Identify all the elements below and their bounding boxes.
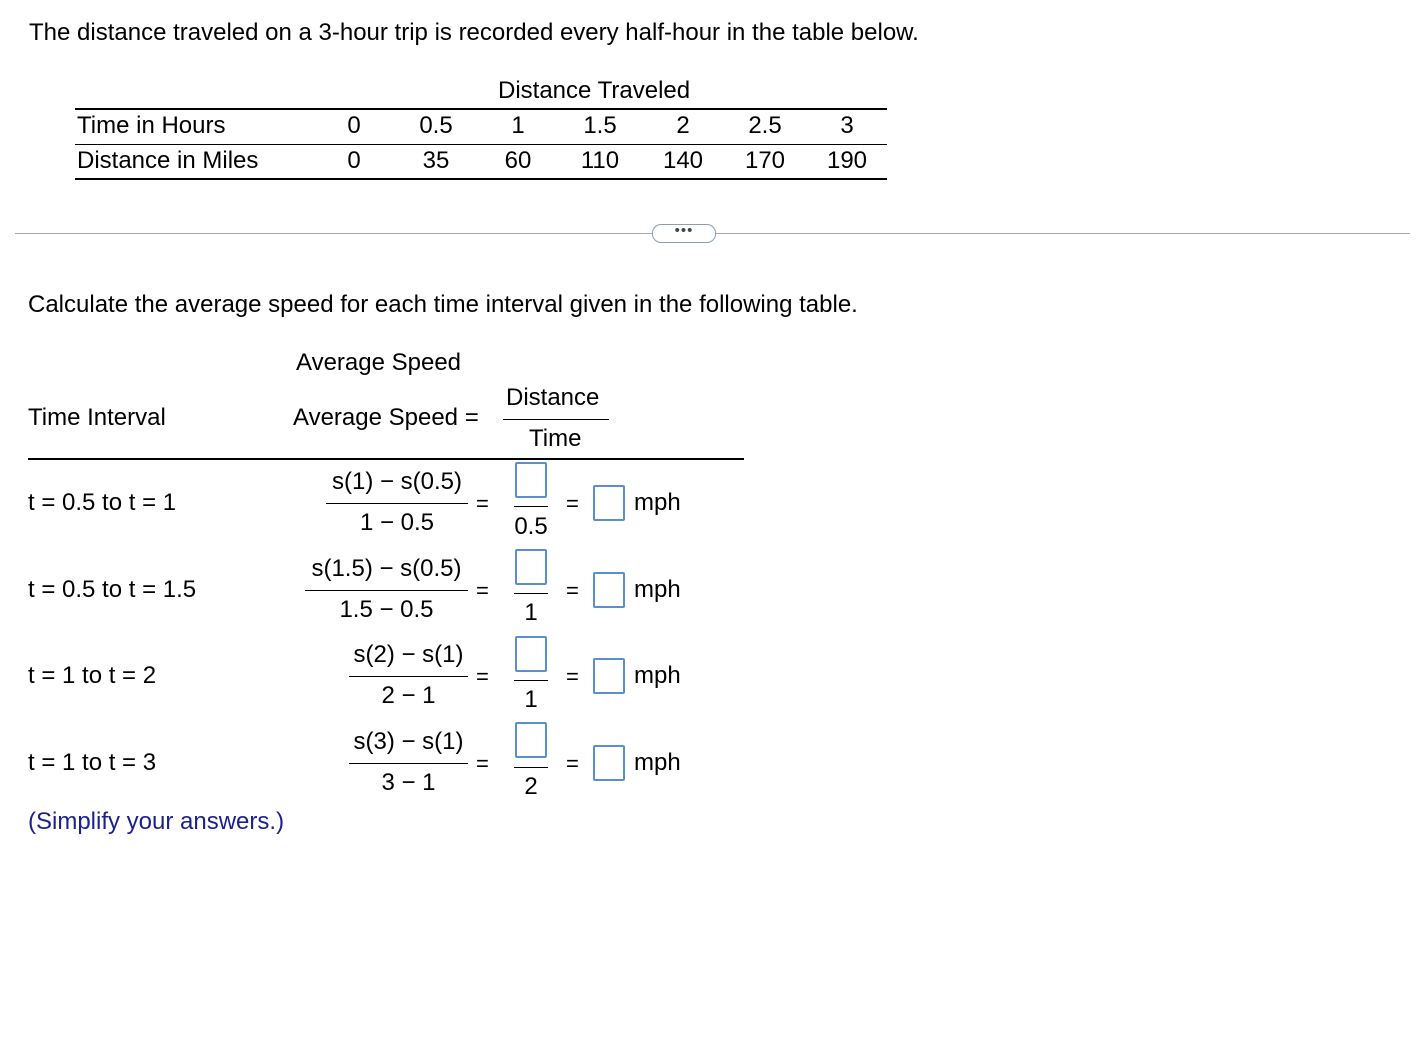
formula-label: Average Speed = <box>293 404 479 431</box>
interval-column-header: Time Interval <box>28 404 166 431</box>
speed-answer-input[interactable] <box>593 485 625 521</box>
fraction-bar <box>349 676 468 677</box>
equals-sign: = <box>476 491 489 516</box>
distance-table-caption: Distance Traveled <box>498 77 691 104</box>
distance-cell: 170 <box>744 147 786 174</box>
header-rule <box>28 458 744 460</box>
distance-row-label: Distance in Miles <box>77 147 259 174</box>
time-denominator: 2 <box>524 773 538 800</box>
formula-fraction-bar <box>503 419 609 420</box>
equals-sign: = <box>566 491 579 516</box>
table-mid-rule <box>75 144 887 145</box>
time-cell: 3 <box>840 112 854 139</box>
equals-sign: = <box>476 664 489 689</box>
time-row-label: Time in Hours <box>77 112 226 139</box>
expand-more-button[interactable]: ••• <box>652 224 716 243</box>
speed-answer-input[interactable] <box>593 572 625 608</box>
distance-answer-input[interactable] <box>515 549 547 585</box>
difference-denominator: 2 − 1 <box>381 682 436 709</box>
equals-sign: = <box>476 578 489 603</box>
distance-cell: 60 <box>504 147 532 174</box>
time-denominator: 1 <box>524 686 538 713</box>
speed-answer-input[interactable] <box>593 745 625 781</box>
time-cell: 1 <box>511 112 525 139</box>
speed-answer-input[interactable] <box>593 658 625 694</box>
time-denominator: 1 <box>524 599 538 626</box>
time-cell: 2.5 <box>748 112 782 139</box>
distance-cell: 110 <box>580 147 620 174</box>
distance-answer-input[interactable] <box>515 462 547 498</box>
fraction-bar <box>514 506 548 507</box>
equals-sign: = <box>566 751 579 776</box>
formula-denominator: Time <box>529 425 582 452</box>
equals-sign: = <box>476 751 489 776</box>
distance-answer-input[interactable] <box>515 636 547 672</box>
difference-denominator: 3 − 1 <box>381 769 436 796</box>
time-cell: 2 <box>676 112 690 139</box>
table-top-rule <box>75 108 887 110</box>
unit-label: mph <box>634 489 681 516</box>
distance-answer-input[interactable] <box>515 722 547 758</box>
unit-label: mph <box>634 749 681 776</box>
distance-cell: 35 <box>422 147 450 174</box>
fraction-bar <box>349 763 468 764</box>
question-prompt: Calculate the average speed for each time interval given in the following table. <box>28 291 858 318</box>
equals-sign: = <box>566 578 579 603</box>
distance-cell: 190 <box>826 147 868 174</box>
fraction-bar <box>514 680 548 681</box>
difference-numerator: s(3) − s(1) <box>353 728 464 755</box>
time-cell: 0.5 <box>419 112 453 139</box>
interval-label: t = 1 to t = 3 <box>28 749 157 776</box>
equals-sign: = <box>566 664 579 689</box>
time-cell: 0 <box>347 112 361 139</box>
interval-label: t = 0.5 to t = 1.5 <box>28 576 197 603</box>
unit-label: mph <box>634 576 681 603</box>
fraction-bar <box>514 593 548 594</box>
fraction-bar <box>326 503 468 504</box>
unit-label: mph <box>634 662 681 689</box>
interval-label: t = 0.5 to t = 1 <box>28 489 177 516</box>
fraction-bar <box>514 767 548 768</box>
fraction-bar <box>305 590 468 591</box>
formula-numerator: Distance <box>506 384 600 411</box>
difference-denominator: 1.5 − 0.5 <box>339 596 434 623</box>
time-denominator: 0.5 <box>514 513 548 540</box>
distance-cell: 0 <box>347 147 361 174</box>
difference-denominator: 1 − 0.5 <box>359 509 435 536</box>
difference-numerator: s(2) − s(1) <box>353 641 464 668</box>
difference-numerator: s(1.5) − s(0.5) <box>311 555 462 582</box>
simplify-hint: (Simplify your answers.) <box>28 808 285 835</box>
interval-label: t = 1 to t = 2 <box>28 662 157 689</box>
problem-intro: The distance traveled on a 3-hour trip is recorded every half-hour in the table below. <box>29 19 919 46</box>
difference-numerator: s(1) − s(0.5) <box>331 468 463 495</box>
distance-cell: 140 <box>662 147 704 174</box>
speed-column-header: Average Speed <box>296 349 462 376</box>
time-cell: 1.5 <box>583 112 617 139</box>
table-bottom-rule <box>75 178 887 180</box>
